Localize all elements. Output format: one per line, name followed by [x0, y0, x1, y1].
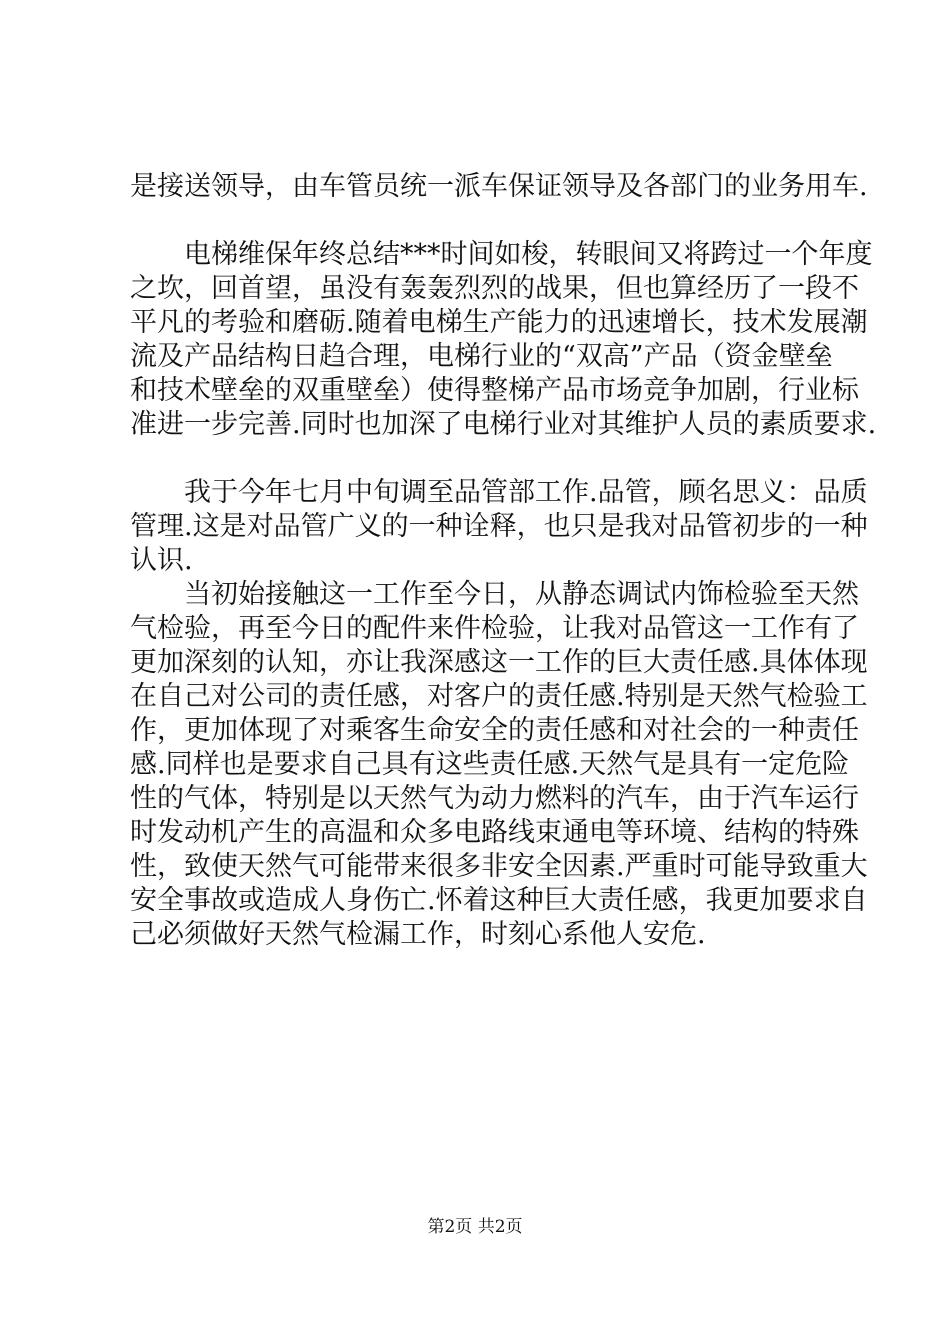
text-line: 是接送领导，由车管员统一派车保证领导及各部门的业务用车. [130, 171, 868, 202]
text-line: 气检验，再至今日的配件来件检验，让我对品管这一工作有了 [130, 613, 859, 644]
text-line: 时发动机产生的高温和众多电路线束通电等环境、结构的特殊 [130, 817, 859, 848]
text-line: 安全事故或造成人身伤亡.怀着这种巨大责任感，我更加要求自 [130, 885, 868, 916]
paragraph-3 [130, 476, 868, 578]
text-line: 我于今年七月中旬调至品管部工作.品管，顾名思义：品质 [184, 477, 868, 508]
text-line: 电梯维保年终总结***时间如梭，转眼间又将跨过一个年度 [184, 239, 873, 270]
paragraph-2 [130, 238, 877, 442]
text-line: 己必须做好天然气检漏工作，时刻心系他人安危. [130, 919, 706, 950]
text-line: 准进一步完善.同时也加深了电梯行业对其维护人员的素质要求. [130, 409, 877, 440]
paragraph-4 [130, 578, 868, 952]
text-line: 性的气体，特别是以天然气为动力燃料的汽车，由于汽车运行 [130, 783, 859, 814]
text-line: 在自己对公司的责任感，对客户的责任感.特别是天然气检验工 [130, 681, 868, 712]
text-line: 作，更加体现了对乘客生命安全的责任感和对社会的一种责任 [130, 715, 859, 746]
paragraph-1 [130, 170, 868, 204]
text-line: 性，致使天然气可能带来很多非安全因素.严重时可能导致重大 [130, 851, 868, 882]
document-body [130, 170, 877, 952]
page-number-footer: 第2页 共2页 [427, 1217, 523, 1237]
text-line: 平凡的考验和磨砺.随着电梯生产能力的迅速增长，技术发展潮 [130, 307, 868, 338]
text-line: 更加深刻的认知，亦让我深感这一工作的巨大责任感.具体体现 [130, 647, 868, 678]
text-line: 当初始接触这一工作至今日，从静态调试内饰检验至天然 [184, 579, 859, 610]
text-line: 和技术壁垒的双重壁垒）使得整梯产品市场竞争加剧，行业标 [130, 375, 859, 406]
text-line: 认识. [130, 545, 193, 576]
text-line: 管理.这是对品管广义的一种诠释，也只是我对品管初步的一种 [130, 511, 868, 542]
text-line: 流及产品结构日趋合理，电梯行业的“双高”产品（资金壁垒 [130, 341, 833, 372]
text-line: 之坎，回首望，虽没有轰轰烈烈的战果，但也算经历了一段不 [130, 273, 859, 304]
text-line: 感.同样也是要求自己具有这些责任感.天然气是具有一定危险 [130, 749, 850, 780]
